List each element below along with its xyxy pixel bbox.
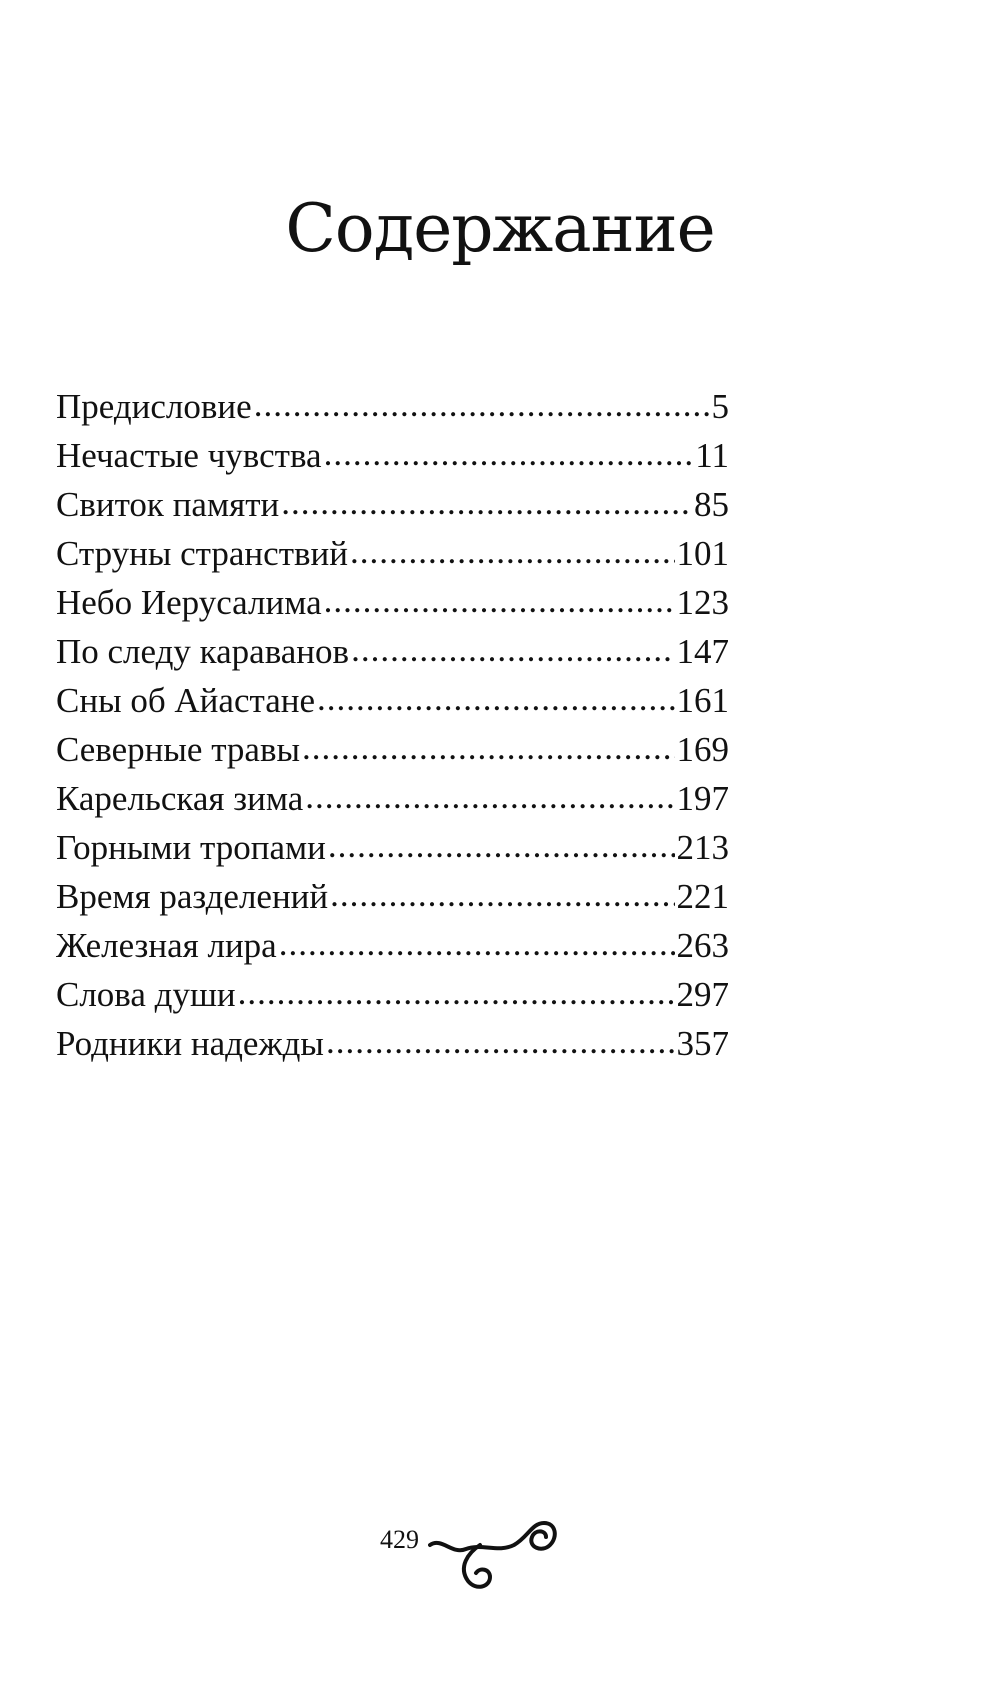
toc-entry-title: Нечастые чувства — [56, 436, 322, 475]
toc-dot-leader — [317, 674, 675, 723]
toc-entry-page: 357 — [676, 1024, 729, 1063]
toc-entry-page: 5 — [711, 387, 729, 426]
toc-entry-title: Предисловие — [56, 387, 252, 426]
toc-entry — [56, 823, 729, 872]
toc-entry-title: Струны странствий — [56, 534, 348, 573]
page-title: Содержание — [285, 190, 715, 267]
toc-dot-leader — [238, 968, 675, 1017]
page-footer — [380, 1515, 580, 1615]
toc-entry-page: 11 — [695, 436, 729, 475]
toc-entry — [56, 529, 729, 578]
toc-entry-page: 297 — [676, 975, 729, 1014]
toc-dot-leader — [254, 380, 710, 429]
toc-entry — [56, 431, 729, 480]
toc-dot-leader — [326, 1017, 675, 1066]
toc-entry-title: Время разделений — [56, 877, 329, 916]
toc-dot-leader — [302, 723, 675, 772]
toc-dot-leader — [305, 772, 674, 821]
toc-entry-page: 169 — [676, 730, 729, 769]
toc-entry — [56, 578, 729, 627]
toc-entry-page: 221 — [676, 877, 729, 916]
toc-entry-page: 147 — [676, 632, 729, 671]
toc-entry — [56, 676, 729, 725]
toc-dot-leader — [350, 527, 675, 576]
toc-dot-leader — [324, 429, 694, 478]
toc-entry-title: Небо Иерусалима — [56, 583, 322, 622]
toc-entry-page: 161 — [676, 681, 729, 720]
toc-entry-title: Слова души — [56, 975, 236, 1014]
toc-dot-leader — [279, 919, 675, 968]
toc-dot-leader — [328, 821, 675, 870]
toc-dot-leader — [330, 870, 674, 919]
toc-entry-title: По следу караванов — [56, 632, 350, 671]
toc-entry — [56, 627, 729, 676]
toc-entry-page: 101 — [676, 534, 729, 573]
toc-entry-title: Сны об Айастане — [56, 681, 315, 720]
toc-entry-page: 213 — [676, 828, 729, 867]
page-number: 429 — [380, 1525, 419, 1554]
toc-entry — [56, 725, 729, 774]
flourish-ornament-icon — [428, 1515, 558, 1615]
toc-dot-leader — [281, 478, 692, 527]
toc-entry — [56, 480, 729, 529]
toc-dot-leader — [324, 576, 675, 625]
toc-entry-title: Карельская зима — [56, 779, 304, 818]
toc-entry — [56, 872, 729, 921]
toc-entry-page: 263 — [676, 926, 729, 965]
toc-entry — [56, 970, 729, 1019]
toc-entry — [56, 774, 729, 823]
toc-entry-page: 85 — [694, 485, 729, 524]
toc-entry — [56, 1019, 729, 1068]
toc-entry-title: Северные травы — [56, 730, 300, 769]
toc-entry-title: Железная лира — [56, 926, 277, 965]
toc-entry-page: 123 — [676, 583, 729, 622]
toc-entry-title: Свиток памяти — [56, 485, 280, 524]
toc-entry-title: Родники надежды — [56, 1024, 324, 1063]
toc-entry-title: Горными тропами — [56, 828, 326, 867]
toc-entry — [56, 921, 729, 970]
table-of-contents — [56, 382, 729, 1068]
toc-dot-leader — [351, 625, 674, 674]
toc-entry — [56, 382, 729, 431]
toc-entry-page: 197 — [676, 779, 729, 818]
